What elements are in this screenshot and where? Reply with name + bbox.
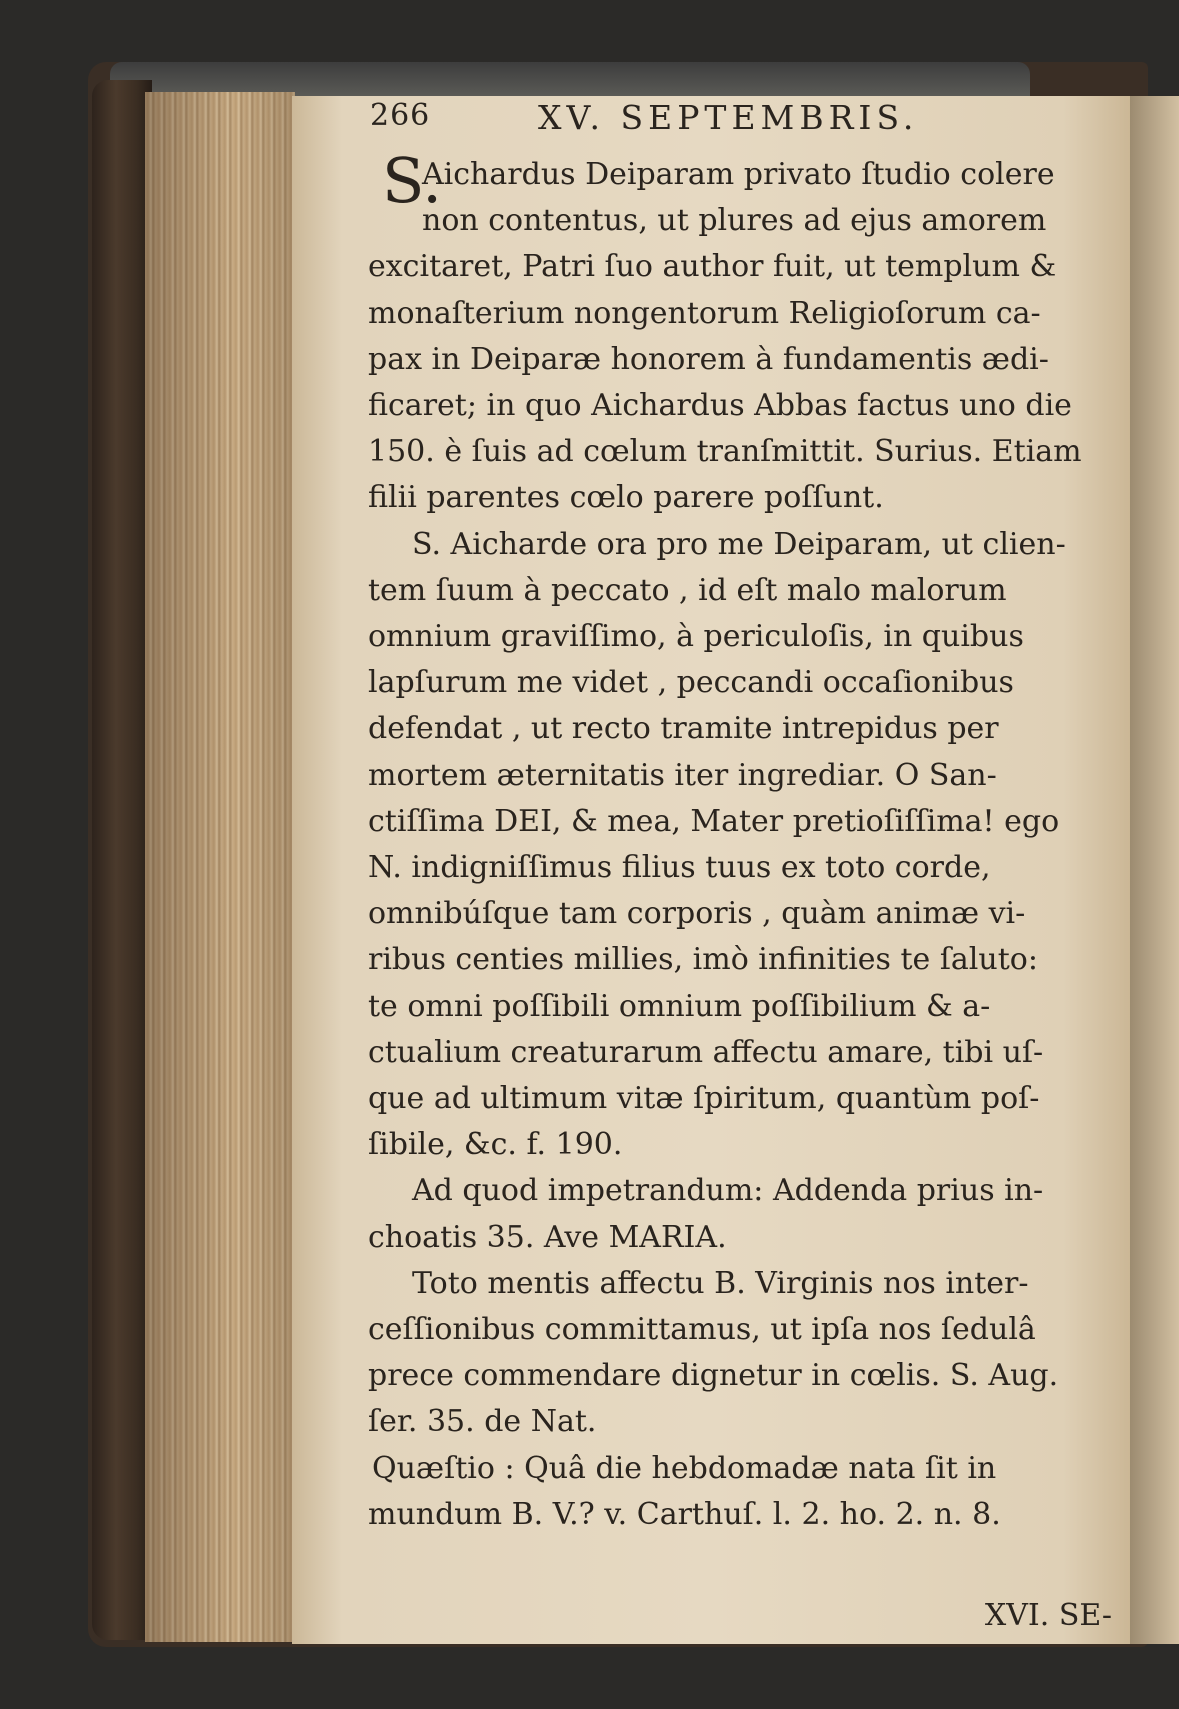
facing-page-edge xyxy=(1130,96,1179,1644)
text-line: ficaret; in quo Aichardus Abbas factus uno die xyxy=(368,388,1072,423)
book-page xyxy=(292,96,1130,1644)
text-line: pax in Deiparæ honorem à fundamentis ædi- xyxy=(368,341,1049,377)
drop-capital: S. xyxy=(382,144,442,217)
text-line: 150. è ſuis ad cœlum tranſmittit. Surius. Etiam xyxy=(368,434,1082,470)
text-line: filii parentes cœlo parere poſſunt. xyxy=(368,480,884,516)
text-line: Ad quod impetrandum: Addenda prius in- xyxy=(412,1173,1044,1209)
page-text xyxy=(292,96,1130,1644)
text-line: ſer. 35. de Nat. xyxy=(368,1404,597,1440)
catchword: XVI. SE- xyxy=(984,1598,1112,1633)
text-line: Quæſtio : Quâ die hebdomadæ nata ſit in xyxy=(372,1450,997,1486)
text-line: N. indigniſſimus filius tuus ex toto corde, xyxy=(368,850,991,885)
text-line: non contentus, ut plures ad ejus amorem xyxy=(422,203,1047,239)
text-line: choatis 35. Ave MARIA. xyxy=(368,1219,727,1255)
text-line: Toto mentis affectu B. Virginis nos inter- xyxy=(412,1265,1029,1301)
text-line: monaſterium nongentorum Religioſorum ca- xyxy=(368,295,1041,331)
text-line: ctualium creaturarum affectu amare, tibi uſ- xyxy=(368,1034,1044,1070)
text-line: te omni poſſibili omnium poſſibilium & a- xyxy=(368,988,991,1024)
text-line: tem ſuum à peccato , id eſt malo malorum xyxy=(368,572,1007,608)
text-line: mortem æternitatis iter ingrediar. O San- xyxy=(368,757,997,793)
text-line: ſibile, &c. f. 190. xyxy=(368,1127,623,1163)
text-line: ctiſſima DEI, & mea, Mater pretioſiſſima! ego xyxy=(368,803,1060,839)
text-line: excitaret, Patri ſuo author fuit, ut templum & xyxy=(368,249,1057,285)
text-line: que ad ultimum vitæ ſpiritum, quantùm poſ- xyxy=(368,1081,1040,1116)
text-line: omnibúſque tam corporis , quàm animæ vi- xyxy=(368,896,1026,932)
page-edges-shadow xyxy=(145,92,295,1642)
book-headband xyxy=(110,62,1030,96)
text-line: lapſurum me videt , peccandi occaſionibus xyxy=(368,665,1014,701)
text-line: ceſſionibus committamus, ut ipſa nos ſedulâ xyxy=(368,1312,1036,1347)
book-spine xyxy=(92,80,152,1640)
running-header xyxy=(370,98,1130,142)
page-number: 266 xyxy=(370,98,431,133)
running-title: XV. SEPTEMBRIS. xyxy=(538,98,919,137)
text-line: S. Aicharde ora pro me Deiparam, ut clien- xyxy=(412,526,1066,562)
text-line: Aichardus Deiparam privato ſtudio colere xyxy=(422,157,1055,192)
text-line: defendat , ut recto tramite intrepidus per xyxy=(368,711,999,747)
text-line: mundum B. V.? v. Carthuſ. l. 2. ho. 2. n. 8. xyxy=(368,1496,1001,1532)
text-line: omnium graviſſimo, à periculoſis, in quibus xyxy=(368,619,1024,654)
text-line: ribus centies millies, imò infinities te ſaluto: xyxy=(368,942,1038,978)
text-line: prece commendare dignetur in cœlis. S. Aug. xyxy=(368,1358,1059,1394)
